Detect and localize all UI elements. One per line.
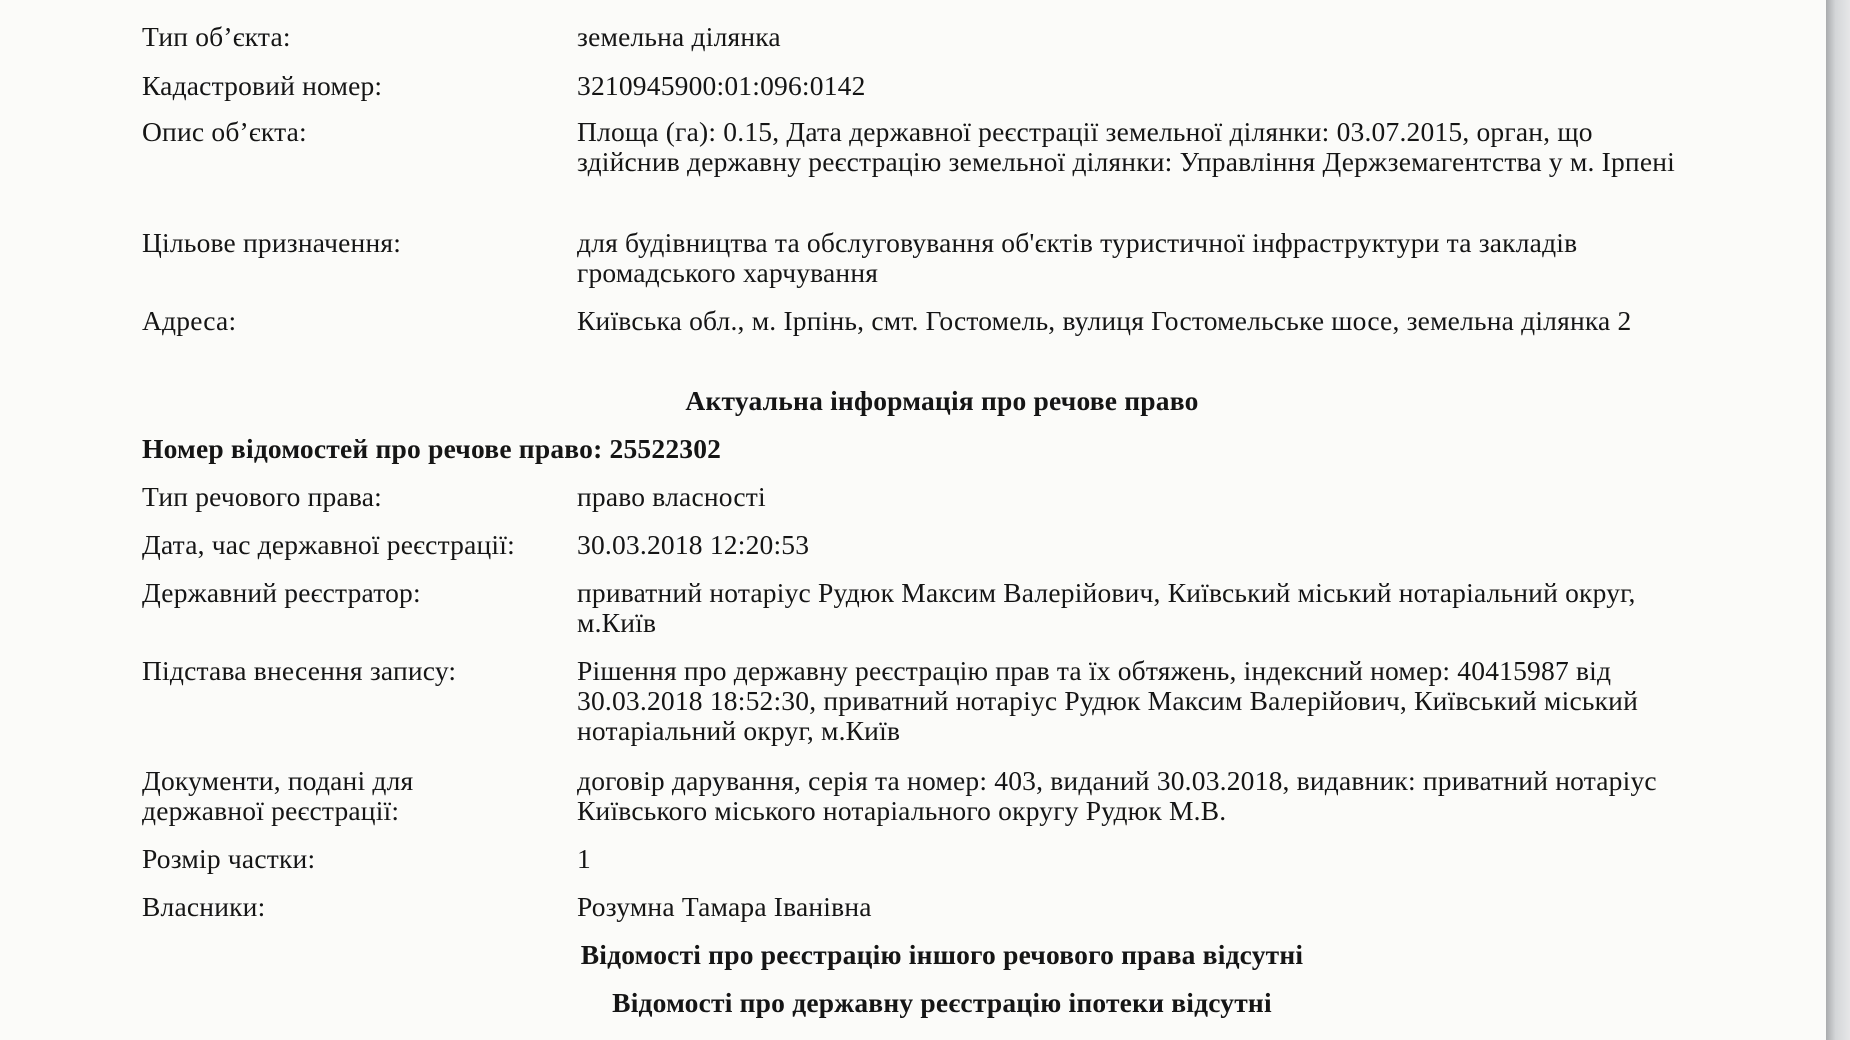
reg-datetime-label: Дата, час державної реєстрації:: [142, 529, 515, 560]
right-type-label: Тип речового права:: [142, 481, 382, 512]
registrar-row: [142, 578, 1702, 638]
documents-value: договір дарування, серія та номер: 403, виданий 30.03.2018, видавник: приватний нотаріус Київського міського нотаріального округу Рудюк М.В.: [577, 765, 1657, 826]
owners-label: Власники:: [142, 891, 266, 922]
description-label: Опис об’єкта:: [142, 116, 307, 147]
share-label: Розмір частки:: [142, 843, 316, 874]
cadastre-value: 3210945900:01:096:0142: [577, 70, 866, 101]
address-row: [142, 306, 1702, 336]
cadastre-row: [142, 71, 1702, 101]
address-value: Київська обл., м. Ірпінь, смт. Гостомель, вулиця Гостомельське шосе, земельна ділянка 2: [577, 305, 1632, 336]
basis-value: Рішення про державну реєстрацію прав та їх обтяжень, індексний номер: 40415987 від 30.03.2018 18:52:30, приватний нотаріус Рудюк Максим Валерійович, Київський міський нотаріальний округ, м.Київ: [577, 655, 1638, 746]
share-value: 1: [577, 843, 591, 874]
address-label: Адреса:: [142, 305, 237, 336]
object-type-value: земельна ділянка: [577, 21, 781, 52]
object-type-label: Тип об’єкта:: [142, 21, 291, 52]
owners-row: [142, 892, 1702, 922]
purpose-row: [142, 228, 1702, 288]
basis-row: [142, 656, 1702, 746]
owners-value: Розумна Тамара Іванівна: [577, 891, 872, 922]
documents-row: [142, 766, 1702, 826]
description-value: Площа (га): 0.15, Дата державної реєстрації земельної ділянки: 03.07.2015, орган, що здійснив державну реєстрацію земельної ділянки: Управління Держземагентства у м. Ірпені: [577, 116, 1676, 177]
purpose-label: Цільове призначення:: [142, 227, 402, 258]
right-number-heading: Номер відомостей про речове право: 25522302: [142, 433, 722, 464]
other-right-absent-note: Відомості про реєстрацію іншого речового права відсутні: [580, 939, 1304, 970]
reg-datetime-value: 30.03.2018 12:20:53: [577, 529, 810, 560]
share-row: [142, 844, 1702, 874]
object-type-row: [142, 22, 1702, 52]
registrar-label: Державний реєстратор:: [142, 577, 421, 608]
reg-datetime-row: [142, 530, 1702, 560]
right-type-value: право власності: [577, 481, 766, 512]
mortgage-absent-note: Відомості про державну реєстрацію іпотеки відсутні: [612, 987, 1272, 1018]
registrar-value: приватний нотаріус Рудюк Максим Валерійович, Київський міський нотаріальний округ, м.Київ: [577, 577, 1636, 638]
purpose-value: для будівництва та обслуговування об'єктів туристичної інфраструктури та закладів громадського харчування: [577, 227, 1578, 288]
cadastre-label: Кадастровий номер:: [142, 70, 383, 101]
page-edge-shadow: [1826, 0, 1850, 1040]
documents-label: Документи, подані для державної реєстрації:: [142, 765, 414, 826]
description-row: [142, 117, 1702, 177]
basis-label: Підстава внесення запису:: [142, 655, 457, 686]
current-right-heading: Актуальна інформація про речове право: [685, 385, 1199, 416]
right-type-row: [142, 482, 1702, 512]
